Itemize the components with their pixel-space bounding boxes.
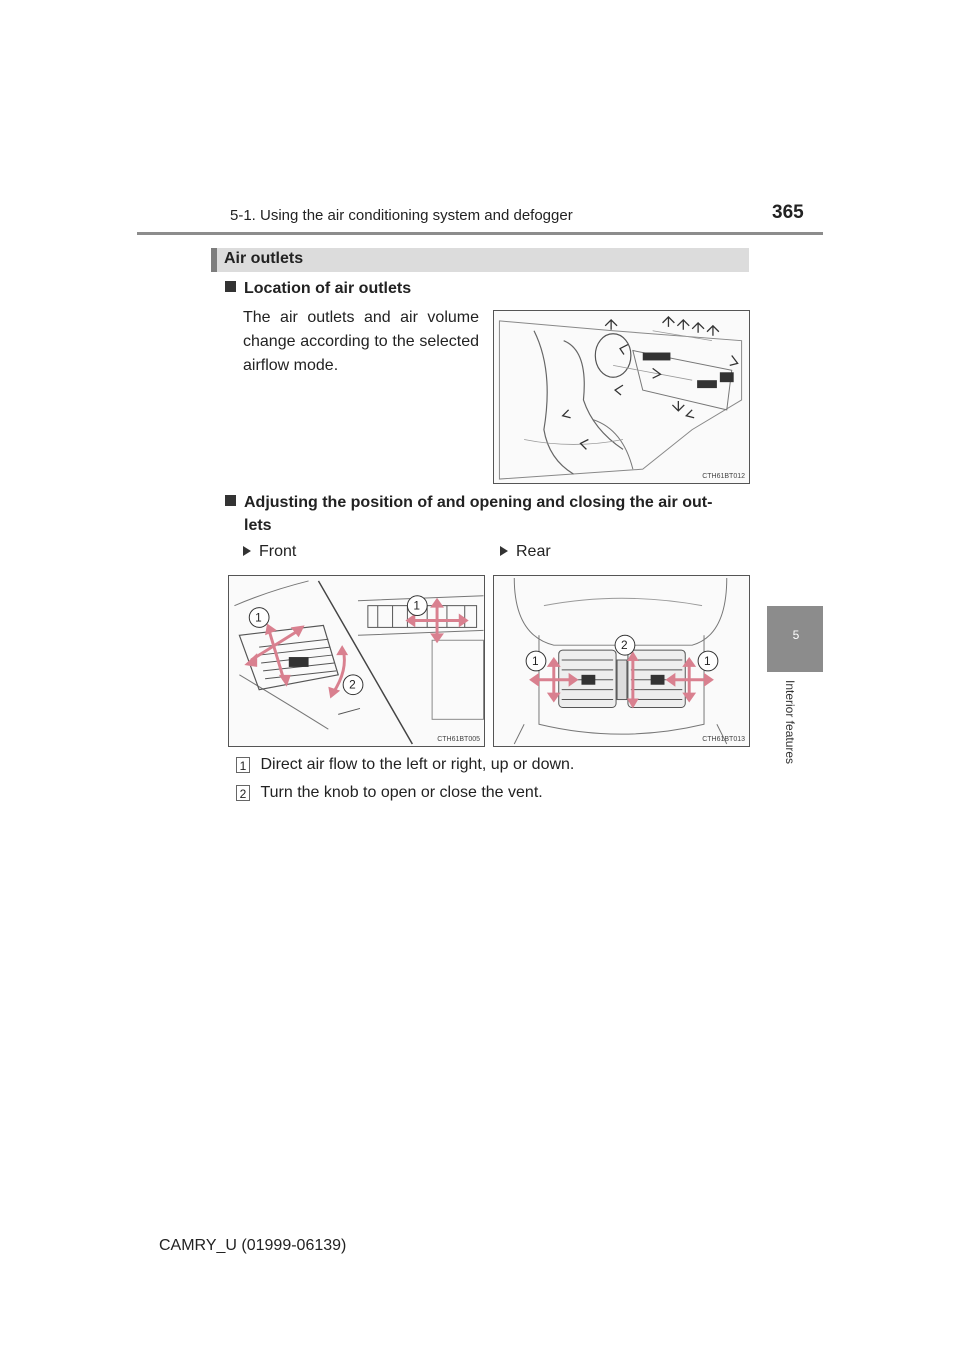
interior-airflow-figure	[493, 310, 750, 484]
front-label-text: Front	[259, 543, 297, 560]
list-item	[236, 756, 574, 774]
chapter-number: 5	[792, 628, 800, 642]
adjusting-heading-line2: lets	[244, 517, 272, 534]
location-heading-text: Location of air outlets	[244, 280, 412, 297]
header-rule	[137, 232, 823, 235]
item-number-1: 1	[236, 757, 250, 773]
front-vent-illustration	[229, 576, 484, 746]
callout-1-front-left: 1	[255, 610, 262, 625]
location-heading	[225, 280, 411, 298]
rear-vent-figure	[493, 575, 750, 747]
chapter-label: Interior features	[783, 680, 797, 765]
adjusting-heading-line1: Adjusting the position of and opening and closing the air out-	[244, 494, 713, 511]
square-bullet-icon	[225, 281, 236, 292]
interior-airflow-illustration	[494, 311, 749, 483]
callout-1-front-center: 1	[413, 598, 420, 613]
square-bullet-icon	[225, 495, 236, 506]
callout-2-rear: 2	[621, 638, 628, 653]
figure-code: CTH61BT012	[702, 473, 745, 480]
triangle-bullet-icon	[500, 546, 508, 556]
rear-label	[500, 543, 551, 561]
location-text: The air outlets and air volume change according to the selected airflow mode.	[243, 309, 479, 374]
adjusting-heading	[225, 491, 755, 537]
item-number-2: 2	[236, 785, 250, 801]
callout-2-front: 2	[349, 677, 356, 692]
section-title: Air outlets	[224, 250, 304, 267]
triangle-bullet-icon	[243, 546, 251, 556]
item-text-1: Direct air flow to the left or right, up or down.	[260, 756, 575, 773]
front-vent-figure	[228, 575, 485, 747]
list-item	[236, 784, 543, 802]
figure-code: CTH61BT013	[702, 736, 745, 743]
rear-vent-illustration	[494, 576, 749, 746]
page-number: 365	[772, 202, 804, 223]
callout-1-rear-right: 1	[704, 653, 711, 668]
callout-1-rear-left: 1	[532, 653, 539, 668]
footer-model-code: CAMRY_U (01999-06139)	[159, 1237, 347, 1254]
figure-code: CTH61BT005	[437, 736, 480, 743]
front-label	[243, 543, 296, 561]
header-title: 5-1. Using the air conditioning system and defogger	[230, 207, 573, 224]
rear-label-text: Rear	[516, 543, 551, 560]
item-text-2: Turn the knob to open or close the vent.	[260, 784, 543, 801]
